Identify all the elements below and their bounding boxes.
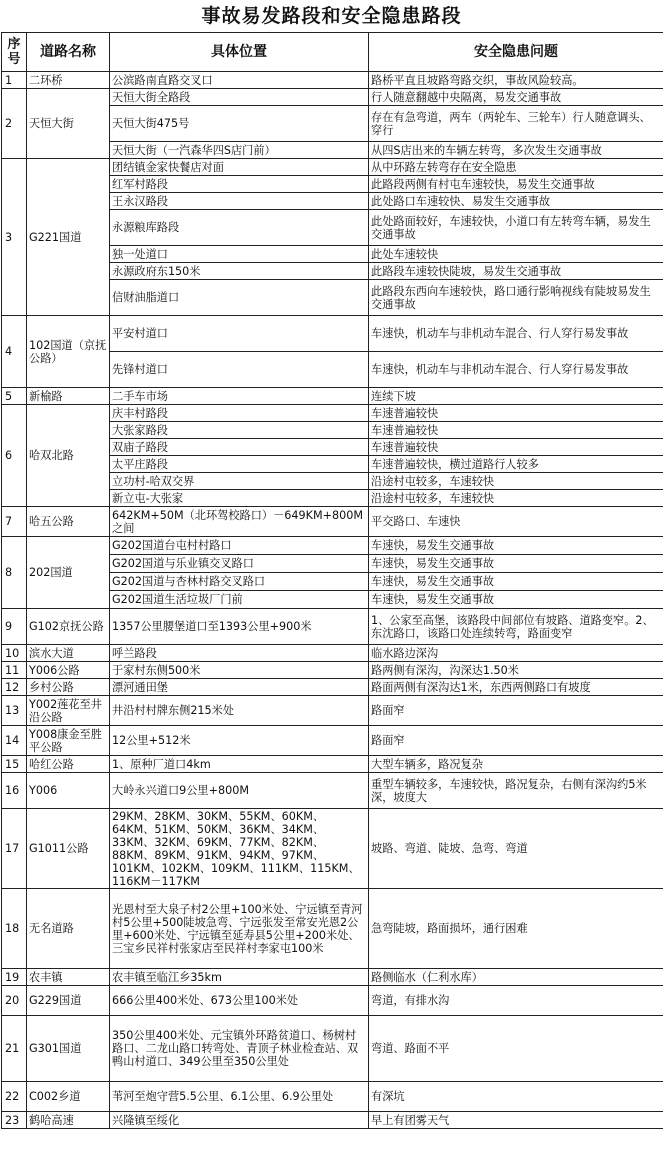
table-row [2, 316, 663, 352]
cell-location: 双庙子路段 [110, 439, 369, 456]
cell-road-name: 乡村公路 [27, 679, 110, 696]
table-row [2, 986, 663, 1016]
cell-hazard: 车速快，机动车与非机动车混合、行人穿行易发事故 [369, 352, 663, 388]
cell-location: 天恒大街全路段 [110, 89, 369, 106]
cell-seq: 16 [2, 773, 27, 809]
cell-seq: 14 [2, 726, 27, 756]
cell-hazard: 大型车辆多，路况复杂 [369, 756, 663, 773]
cell-hazard: 此路段东西向车速较快，路口通行影响视线有陡坡易发生交通事故 [369, 280, 663, 316]
cell-seq: 21 [2, 1016, 27, 1082]
cell-hazard: 弯道，有排水沟 [369, 986, 663, 1016]
cell-road-name: Y008康金至胜平公路 [27, 726, 110, 756]
cell-hazard: 车速快，机动车与非机动车混合、行人穿行易发事故 [369, 316, 663, 352]
cell-road-name: G102京抚公路 [27, 609, 110, 645]
cell-road-name: 无名道路 [27, 889, 110, 969]
cell-seq: 10 [2, 645, 27, 662]
table-row [2, 507, 663, 537]
cell-road-name: G229国道 [27, 986, 110, 1016]
header-road: 道路名称 [27, 33, 110, 72]
cell-location: 永源粮库路段 [110, 210, 369, 246]
cell-hazard: 早上有团雾天气 [369, 1112, 663, 1129]
cell-location: G202国道与杏林村路交叉路口 [110, 573, 369, 591]
cell-seq: 8 [2, 537, 27, 609]
cell-seq: 22 [2, 1082, 27, 1112]
cell-location: 兴隆镇至绥化 [110, 1112, 369, 1129]
cell-seq: 4 [2, 316, 27, 388]
cell-hazard: 临水路边深沟 [369, 645, 663, 662]
cell-road-name: Y006 [27, 773, 110, 809]
cell-location: 太平庄路段 [110, 456, 369, 473]
cell-hazard: 车速普遍较快 [369, 439, 663, 456]
cell-location: 666公里400米处、673公里100米处 [110, 986, 369, 1016]
hazard-table [1, 32, 663, 1129]
cell-location: 独一处道口 [110, 246, 369, 263]
cell-road-name: 农丰镇 [27, 969, 110, 986]
cell-seq: 13 [2, 696, 27, 726]
table-row [2, 609, 663, 645]
cell-hazard: 从中环路左转弯存在安全隐患 [369, 159, 663, 176]
cell-hazard: 重型车辆较多，车速较快，路况复杂，右侧有深沟约5米深，坡度大 [369, 773, 663, 809]
cell-road-name: 哈红公路 [27, 756, 110, 773]
cell-hazard: 弯道、路面不平 [369, 1016, 663, 1082]
cell-hazard: 行人随意翻越中央隔离，易发交通事故 [369, 89, 663, 106]
cell-location: 先锋村道口 [110, 352, 369, 388]
table-row [2, 969, 663, 986]
cell-location: 红军村路段 [110, 176, 369, 193]
cell-hazard: 车速快，易发生交通事故 [369, 573, 663, 591]
cell-location: 天恒大街475号 [110, 106, 369, 142]
cell-hazard: 沿途村屯较多，车速较快 [369, 490, 663, 507]
cell-hazard: 车速快，易发生交通事故 [369, 537, 663, 555]
cell-location: 12公里+512米 [110, 726, 369, 756]
table-row [2, 1082, 663, 1112]
header-location: 具体位置 [110, 33, 369, 72]
table-row [2, 405, 663, 422]
cell-location: G202国道与乐业镇交叉路口 [110, 555, 369, 573]
cell-hazard: 路面两侧有深沟达1米，东西两侧路口有坡度 [369, 679, 663, 696]
cell-hazard: 此路段两侧有村屯车速较快，易发生交通事故 [369, 176, 663, 193]
table-row [2, 645, 663, 662]
cell-road-name: Y002莲花至井沿公路 [27, 696, 110, 726]
cell-seq: 2 [2, 89, 27, 159]
cell-location: 公滨路南直路交叉口 [110, 72, 369, 89]
cell-hazard: 坡路、弯道、陡坡、急弯、弯道 [369, 809, 663, 889]
cell-hazard: 车速快，易发生交通事故 [369, 591, 663, 609]
cell-hazard: 车速快，易发生交通事故 [369, 555, 663, 573]
cell-location: 团结镇金家快餐店对面 [110, 159, 369, 176]
cell-seq: 11 [2, 662, 27, 679]
cell-hazard: 平交路口、车速快 [369, 507, 663, 537]
cell-hazard: 有深坑 [369, 1082, 663, 1112]
cell-location: 漂河通田堡 [110, 679, 369, 696]
cell-seq: 1 [2, 72, 27, 89]
cell-hazard: 路桥平直且坡路弯路交织，事故风险较高。 [369, 72, 663, 89]
cell-location: 农丰镇至临江乡35km [110, 969, 369, 986]
cell-road-name: 哈五公路 [27, 507, 110, 537]
table-row [2, 72, 663, 89]
cell-hazard: 路侧临水（仁利水库） [369, 969, 663, 986]
cell-location: 天恒大街（一汽森华四S店门前） [110, 142, 369, 159]
page-title: 事故易发路段和安全隐患路段 [201, 5, 462, 27]
cell-location: 大岭永兴道口9公里+800M [110, 773, 369, 809]
cell-location: 立功村-哈双交界 [110, 473, 369, 490]
table-row [2, 889, 663, 969]
cell-road-name: 新榆路 [27, 388, 110, 405]
header-hazard: 安全隐患问题 [369, 33, 663, 72]
table-row [2, 159, 663, 176]
cell-seq: 6 [2, 405, 27, 507]
cell-hazard: 此处路面较好，车速较快，小道口有左转弯车辆，易发生交通事故 [369, 210, 663, 246]
cell-location: 平安村道口 [110, 316, 369, 352]
cell-hazard: 1、公家至高堡，该路段中间部位有坡路、道路变窄。2、东沈路口，该路口处连续转弯，路面变窄 [369, 609, 663, 645]
table-row [2, 89, 663, 106]
cell-seq: 9 [2, 609, 27, 645]
table-row [2, 726, 663, 756]
table-row [2, 756, 663, 773]
cell-hazard: 路两侧有深沟，沟深达1.50米 [369, 662, 663, 679]
cell-seq: 20 [2, 986, 27, 1016]
cell-road-name: 天恒大街 [27, 89, 110, 159]
cell-hazard: 路面窄 [369, 696, 663, 726]
cell-location: 大张家路段 [110, 422, 369, 439]
cell-hazard: 此处路口车速较快、易发生交通事故 [369, 193, 663, 210]
table-row [2, 537, 663, 555]
cell-seq: 15 [2, 756, 27, 773]
table-row [2, 388, 663, 405]
table-row [2, 662, 663, 679]
table-header-row [2, 33, 663, 72]
cell-location: 光恩村至大泉子村2公里+100米处、宁远镇至青河村5公里+500陡坡急弯、宁远张发至常安光恩2公里+600米处、宁远镇至延寿县5公里+200米处、三宝乡民祥村张家店至民祥村李家屯100米 [110, 889, 369, 969]
cell-seq: 23 [2, 1112, 27, 1129]
cell-road-name: 102国道（京抚公路） [27, 316, 110, 388]
cell-hazard: 急弯陡坡，路面损坏，通行困难 [369, 889, 663, 969]
cell-location: 新立屯-大张家 [110, 490, 369, 507]
cell-seq: 12 [2, 679, 27, 696]
cell-location: G202国道台屯村村路口 [110, 537, 369, 555]
cell-road-name: 滨水大道 [27, 645, 110, 662]
cell-hazard: 此处车速较快 [369, 246, 663, 263]
cell-seq: 19 [2, 969, 27, 986]
cell-location: 642KM+50M（北环驾校路口）－649KM+800M之间 [110, 507, 369, 537]
cell-seq: 3 [2, 159, 27, 316]
table-row [2, 1112, 663, 1129]
table-row [2, 679, 663, 696]
cell-hazard: 路面窄 [369, 726, 663, 756]
cell-road-name: 鹤哈高速 [27, 1112, 110, 1129]
cell-location: 庆丰村路段 [110, 405, 369, 422]
cell-seq: 7 [2, 507, 27, 537]
cell-road-name: G1011公路 [27, 809, 110, 889]
table-row [2, 773, 663, 809]
cell-hazard: 车速普遍较快，横过道路行人较多 [369, 456, 663, 473]
cell-location: 呼兰路段 [110, 645, 369, 662]
cell-location: 永源政府东150米 [110, 263, 369, 280]
cell-hazard: 从四S店出来的车辆左转弯，多次发生交通事故 [369, 142, 663, 159]
table-row [2, 809, 663, 889]
cell-hazard: 车速普遍较快 [369, 405, 663, 422]
cell-road-name: C002乡道 [27, 1082, 110, 1112]
cell-location: 井沿村村牌东侧215米处 [110, 696, 369, 726]
cell-seq: 18 [2, 889, 27, 969]
cell-location: 二手车市场 [110, 388, 369, 405]
table-row [2, 696, 663, 726]
table-row [2, 1016, 663, 1082]
cell-location: 1、原种厂道口4km [110, 756, 369, 773]
cell-hazard: 存在有急弯道，两车（两轮车、三轮车）行人随意调头、穿行 [369, 106, 663, 142]
cell-hazard: 连续下坡 [369, 388, 663, 405]
cell-seq: 5 [2, 388, 27, 405]
cell-location: 王永汉路段 [110, 193, 369, 210]
cell-location: 苇河至炮守营5.5公里、6.1公里、6.9公里处 [110, 1082, 369, 1112]
cell-location: 29KM、28KM、30KM、55KM、60KM、64KM、51KM、50KM、36KM、34KM、33KM、32KM、69KM、77KM、82KM、88KM、89KM、91KM、94KM、97KM、101KM、102KM、109KM、111KM、115KM、116KM－117KM [110, 809, 369, 889]
cell-road-name: G301国道 [27, 1016, 110, 1082]
cell-road-name: 202国道 [27, 537, 110, 609]
cell-road-name: Y006公路 [27, 662, 110, 679]
cell-location: 于家村东侧500米 [110, 662, 369, 679]
cell-seq: 17 [2, 809, 27, 889]
cell-location: 350公里400米处、元宝镇外环路贫道口、杨树村路口、二龙山路口转弯处、青顶子林业检查站、双鸭山村道口、349公里至350公里处 [110, 1016, 369, 1082]
cell-road-name: G221国道 [27, 159, 110, 316]
cell-hazard: 此路段车速较快陡坡，易发生交通事故 [369, 263, 663, 280]
header-seq: 序号 [2, 33, 27, 72]
cell-location: 信财油脂道口 [110, 280, 369, 316]
cell-road-name: 二环桥 [27, 72, 110, 89]
cell-hazard: 沿途村屯较多，车速较快 [369, 473, 663, 490]
cell-hazard: 车速普遍较快 [369, 422, 663, 439]
cell-road-name: 哈双北路 [27, 405, 110, 507]
cell-location: 1357公里腰堡道口至1393公里+900米 [110, 609, 369, 645]
cell-location: G202国道生活垃圾厂门前 [110, 591, 369, 609]
